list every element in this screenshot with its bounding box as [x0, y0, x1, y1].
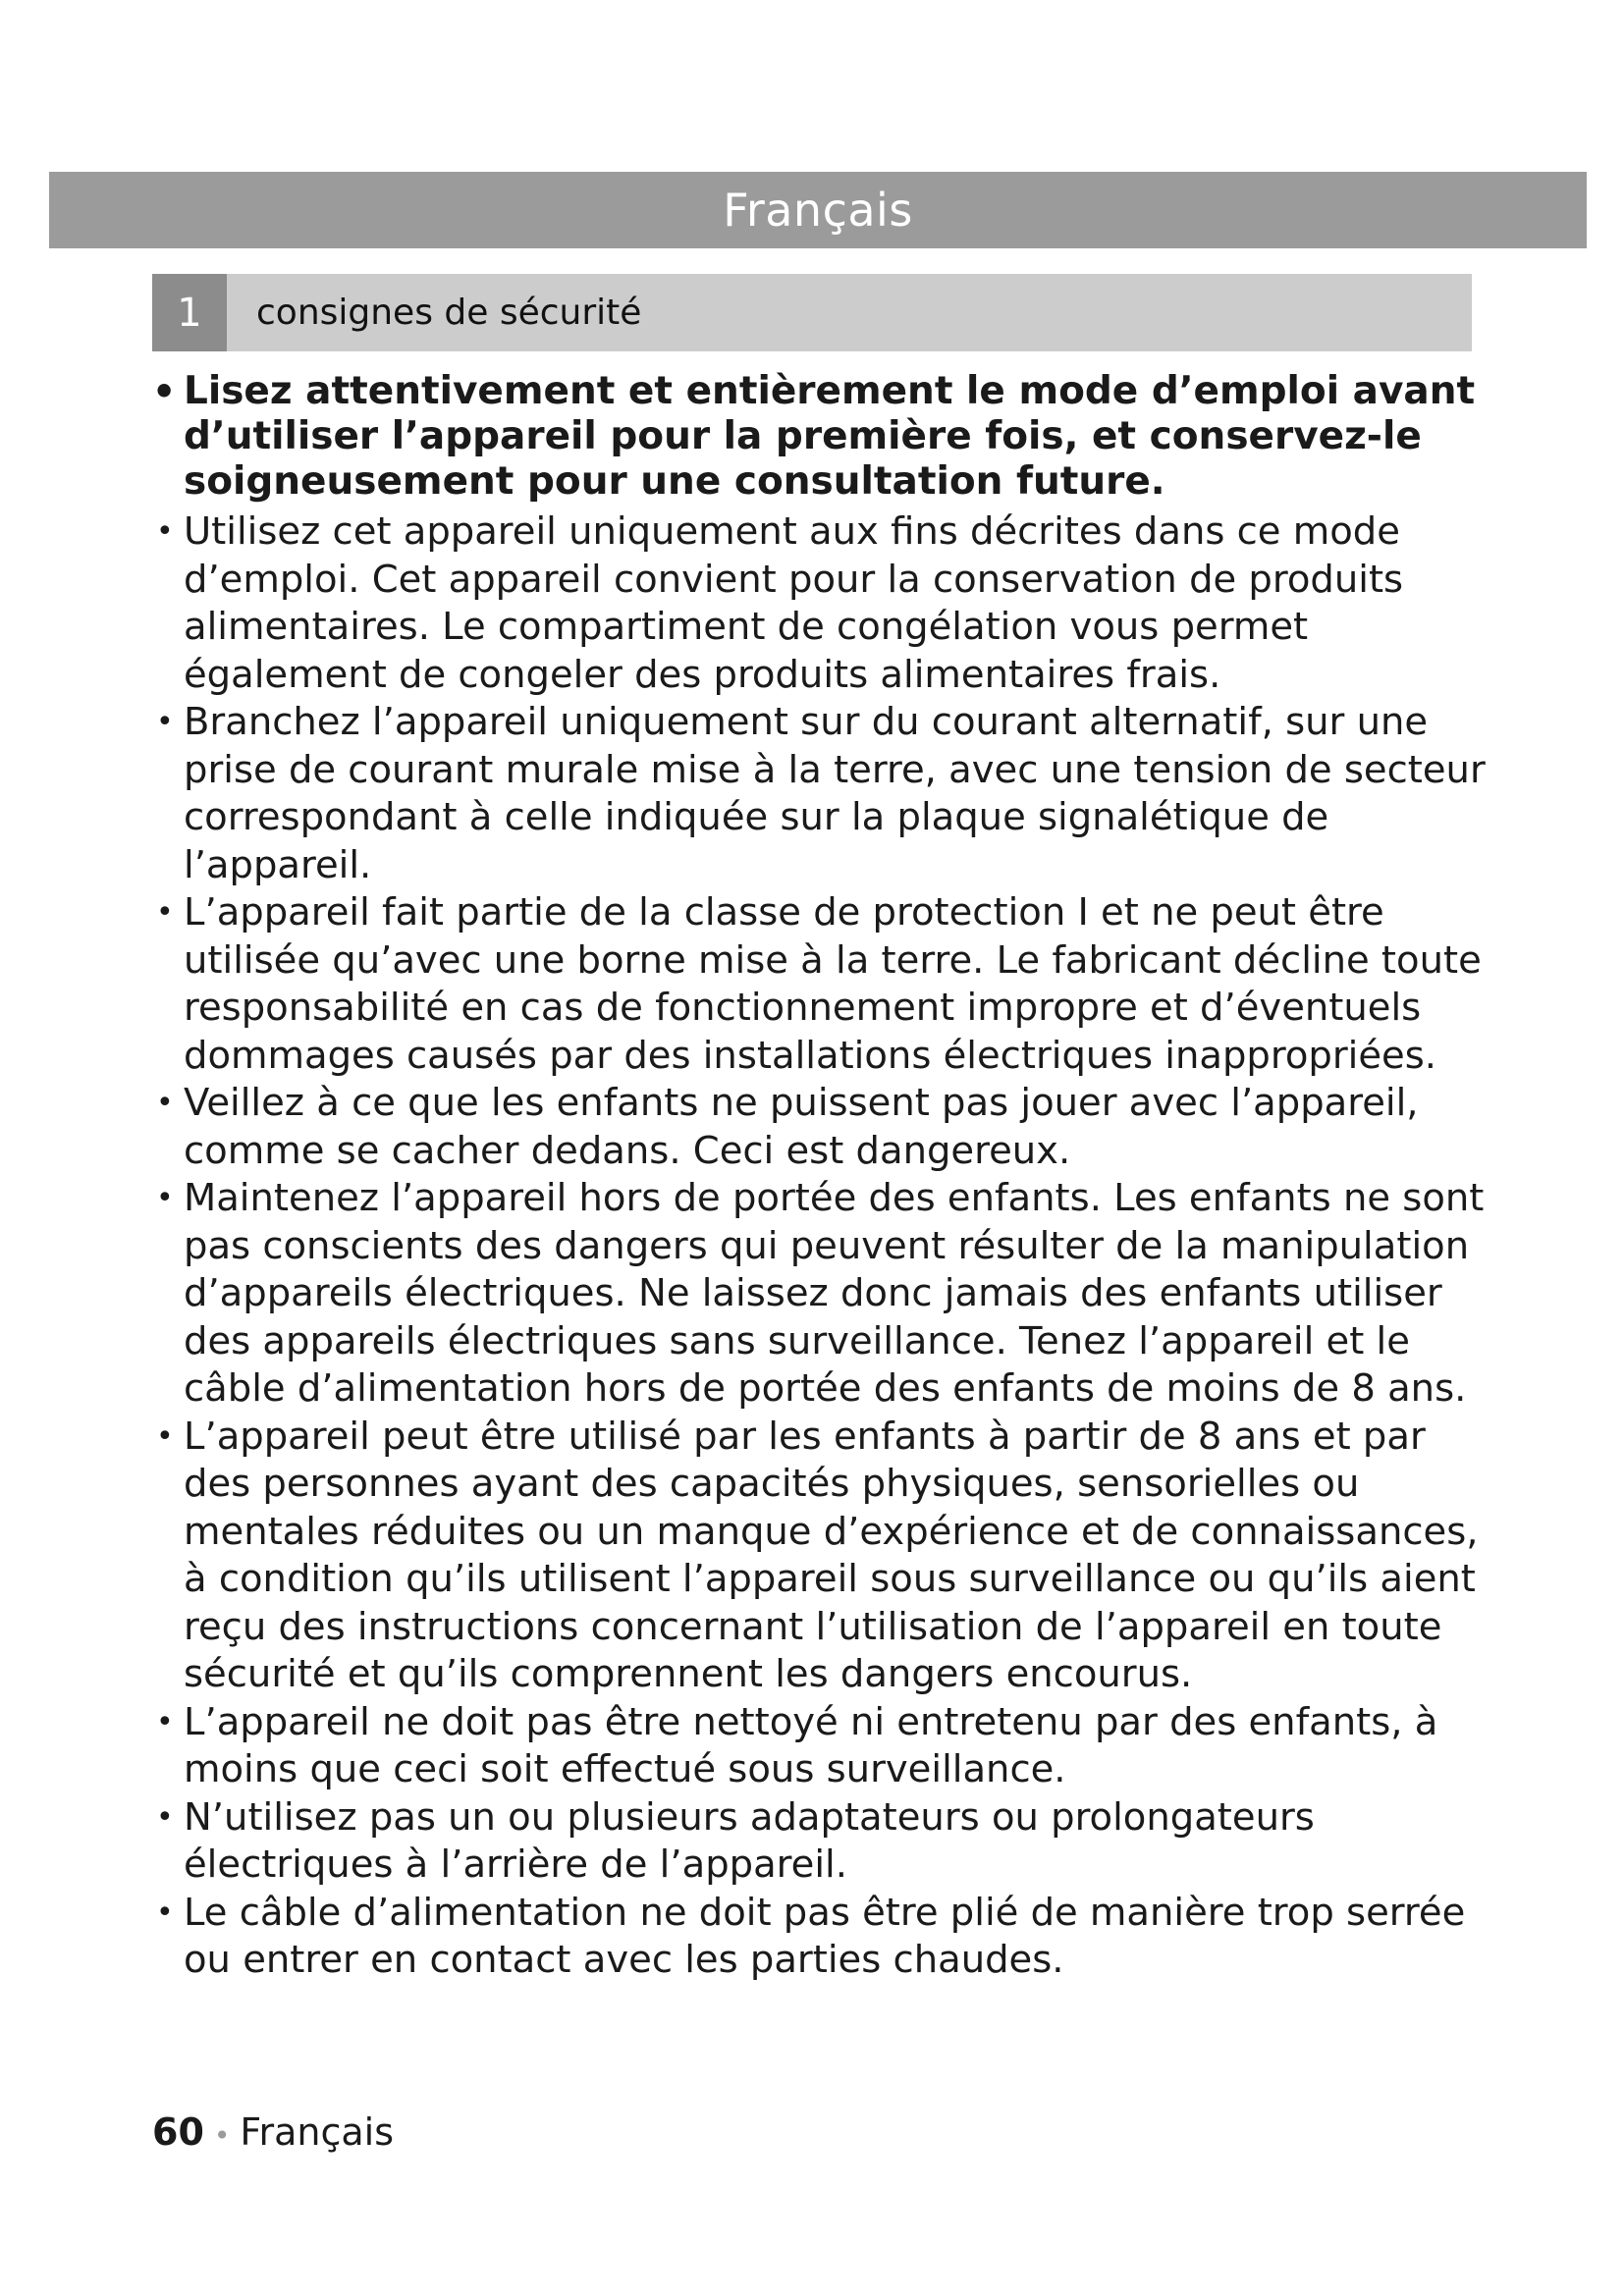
list-item: • Branchez l’appareil uniquement sur du courant alternatif, sur une prise de courant murale mise à la terre, avec une tension de secteur correspondant à celle indiquée sur la plaque signalétique de l’appareil. — [156, 700, 1486, 887]
bullet-marker: • — [156, 705, 174, 739]
banner-language-label: Français — [723, 184, 913, 237]
section-title: consignes de sécurité — [256, 293, 642, 333]
list-item: • L’appareil fait partie de la classe de protection I et ne peut être utilisée qu’avec une borne mise à la terre. Le fabricant décline toute responsabilité en cas de fonctionnement impropre et d’éventuels dommages causés par des installations électriques inappropriées. — [156, 890, 1482, 1078]
bullet-marker: • — [156, 1799, 174, 1835]
language-banner — [49, 172, 1587, 248]
safety-instructions-list — [152, 369, 1488, 1985]
list-item: • L’appareil ne doit pas être nettoyé ni entretenu par des enfants, à moins que ceci soit effectué sous surveillance. — [156, 1699, 1438, 1791]
bullet-marker: • — [156, 895, 174, 930]
list-item: • L’appareil peut être utilisé par les enfants à partir de 8 ans et par des personnes ayant des capacités physiques, sensorielles ou mentales réduites ou un manque d’expérience et de connaissances, à condition qu’ils utilisent l’appareil sous surveillance ou qu’ils aient reçu des instructions concernant l’utilisation de l’appareil en toute sécurité et qu’ils comprennent les dangers encourus. — [156, 1414, 1479, 1696]
bullet-marker: • — [156, 1895, 174, 1930]
section-header — [152, 274, 1472, 351]
bullet-marker: • — [156, 514, 174, 549]
bullet-marker: • — [152, 370, 177, 413]
section-number: 1 — [152, 274, 227, 351]
bullet-marker: • — [156, 1086, 174, 1120]
list-item: • Maintenez l’appareil hors de portée des enfants. Les enfants ne sont pas conscients des dangers qui peuvent résulter de la manipulation d’appareils électriques. Ne laissez donc jamais des enfants utiliser des appareils électriques sans surveillance. Tenez l’appareil et le câble d’alimentation hors de portée des enfants de moins de 8 ans. — [156, 1176, 1485, 1411]
list-item: • Veillez à ce que les enfants ne puissent pas jouer avec l’appareil, comme se cacher dedans. Ceci est dangereux. — [156, 1081, 1419, 1173]
list-item: • Le câble d’alimentation ne doit pas être plié de manière trop serrée ou entrer en contact avec les parties chaudes. — [156, 1890, 1466, 1982]
list-item: • Lisez attentivement et entièrement le mode d’emploi avant d’utiliser l’appareil pour la première fois, et conservez-le soigneusement pour une consultation future. — [152, 369, 1476, 504]
page-footer — [152, 2110, 394, 2154]
bullet-marker: • — [156, 1704, 174, 1739]
bullet-marker: • — [156, 1181, 174, 1215]
footer-separator: • — [213, 2119, 231, 2152]
list-item: • N’utilisez pas un ou plusieurs adaptateurs ou prolongateurs électriques à l’arrière de l’appareil. — [156, 1794, 1315, 1887]
bullet-marker: • — [156, 1418, 174, 1454]
list-item: • Utilisez cet appareil uniquement aux fins décrites dans ce mode d’emploi. Cet appareil convient pour la conservation de produits alimentaires. Le compartiment de congélation vous permet également de congeler des produits alimentaires frais. — [156, 509, 1404, 697]
footer-language: Français — [240, 2110, 395, 2154]
page-number: 60 — [152, 2110, 204, 2154]
